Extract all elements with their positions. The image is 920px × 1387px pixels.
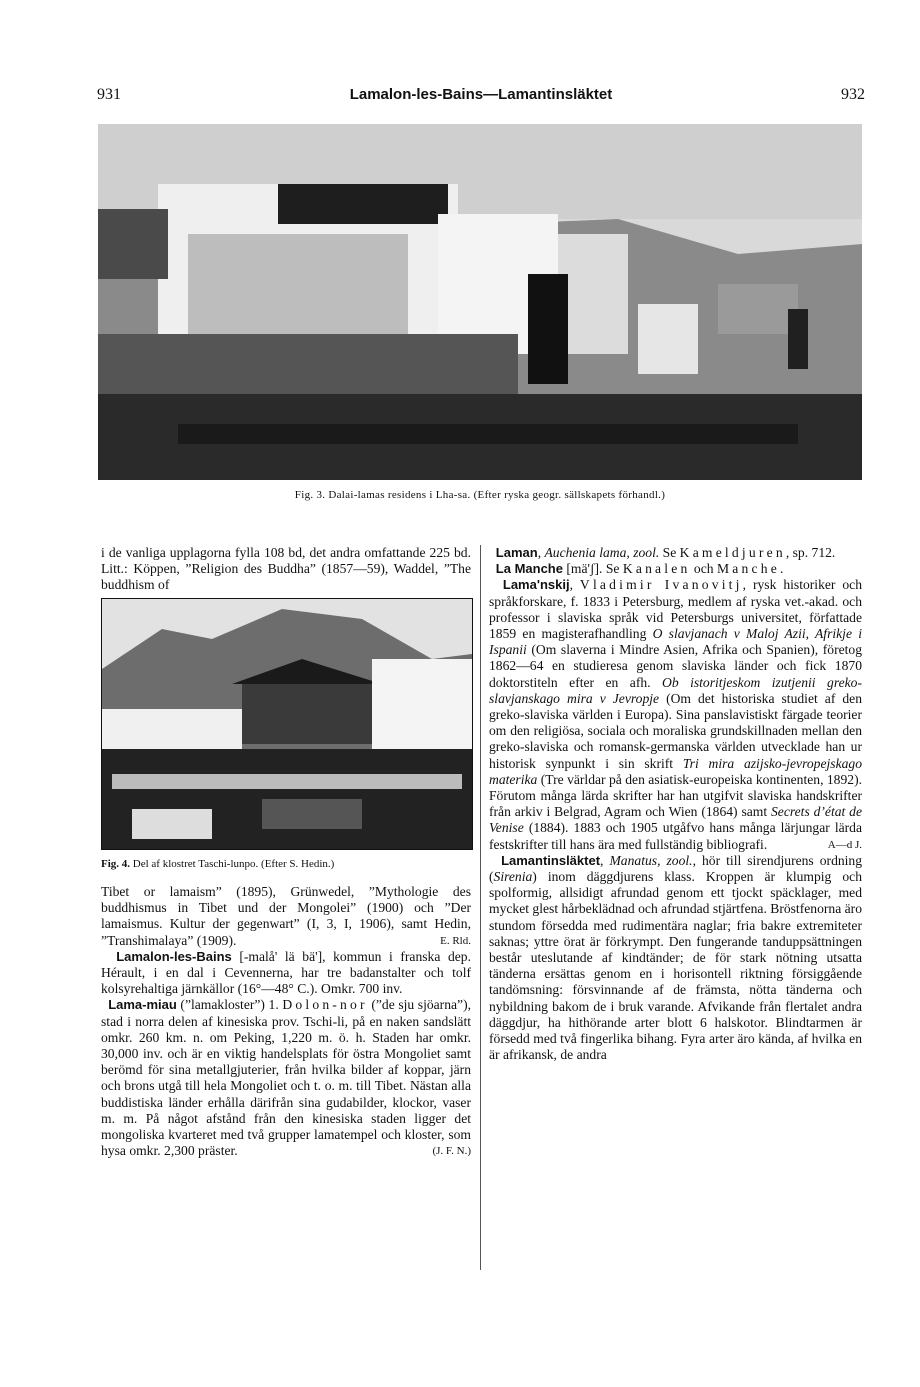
paragraph xyxy=(101,884,471,949)
headword: Lamantinsläktet xyxy=(501,852,601,868)
person-name: Vladimir Ivanovitj xyxy=(579,577,743,593)
entry-text: (1884). 1883 och 1905 utgåfvo hans många lärjungar lärda festskrifter till hans ära med fullständig bibliografi. xyxy=(489,820,862,852)
spaced-name: Dolon-nor xyxy=(282,997,368,1013)
latin-term: Auchenia lama, zool. xyxy=(544,545,660,560)
left-column-top-text xyxy=(101,545,471,594)
column-divider xyxy=(480,545,481,1270)
figure-4-label: Fig. 4. xyxy=(101,858,131,870)
figure-4-caption-text: Del af klostret Taschi-lunpo. (Efter S. Hedin.) xyxy=(132,858,335,870)
entry-laman: Laman, Auchenia lama, zool. Se Kameldjuren, sp. 712. xyxy=(495,545,836,560)
paragraph-text: Tibet or lamaism” (1895), Grünwedel, ”Mythologie des buddhismus in Tibet und der Mongolei” (1900) och ”Der lamaismus. Kultur der gegenwart” (I, 3, I, 1906), samt Hedin, ”Transhimalaya” (1909). xyxy=(101,884,471,948)
page-number-right: 932 xyxy=(841,86,865,103)
cross-reference: Manche xyxy=(716,561,780,577)
paragraph: i de vanliga upplagorna fylla 108 bd, det andra omfattande 225 bd. Litt.: Köppen, ”Religion des Buddha” (1857—59), Waddel, ”The buddhism of xyxy=(101,545,471,593)
left-column-bottom-text xyxy=(101,884,471,1159)
entry-la-manche xyxy=(489,561,862,577)
work-title: Secrets d’état de Venise xyxy=(489,804,862,836)
entry-text: [mä'ʃ]. Se xyxy=(562,561,623,577)
entry-text: Se xyxy=(659,545,680,560)
entry-text: ) inom däggdjurens klass. Kroppen är klumpig och spolformig, allsidigt afrundad genom ett tjockt späcklager, med mycket glest hårbeklädnad och afrundad stjärtfena. Bröstfenorna äro stundom försedda med rudimentära naglar; fria bakre extremiteter saknas; yttre örat är förkrympt. Den fungerande tanduppsättningen består uteslutande af kindtänder; de för stark nötning utsatta tänderna ersättas genom en i horisontell riktning försiggående tandömsning: försvinnande af de främsta, nötta tänderna och nybildning bakom de i bruk varande. Afvikande från flertalet andra däggdjur, ha hithörande arter blott 6 halskotor. Blindtarmen är försedd med två fingerlika bihang. Fyra arter äro kända, af hvilka en är afrikansk, de andra xyxy=(489,869,862,1063)
taschi-lunpo-monastery-illustration xyxy=(102,599,472,849)
running-header xyxy=(97,86,865,112)
figure-3-caption: Fig. 3. Dalai-lamas residens i Lha-sa. (Efter ryska geogr. sällskapets förhandl.) xyxy=(294,489,666,501)
latin-term: Sirenia xyxy=(493,869,533,885)
page-number-left: 931 xyxy=(97,86,121,103)
headword: Lama-miau xyxy=(108,997,177,1013)
running-title: Lamalon-les-Bains—Lamantinsläktet xyxy=(349,86,613,103)
latin-term: Manatus, zool. xyxy=(609,852,693,868)
entry-text: (”de sju sjöarna”), stad i norra delen af kinesiska prov. Tschi-li, på en naken sandslätt omkr. 260 km. n. om Peking, 1,220 m. ö. h. Staden har omkr. 30,000 inv. och är en viktig handelsplats för östra Mongoliet samt berömd för sina metallgjuterier, från hvilka bilder af koppar, järn och brons utgå till hela Mongoliet och t. o. m. till Tibet. Nästan alla buddistiska länder erhålla därifrån sina gudabilder, klockor, vaser m. m. På något afstånd från den kinesiska staden ligger det mongoliska kvarteret med två grupper lamatempel och kloster, som hysa omkr. 2,300 präster. xyxy=(101,997,471,1159)
entry-text: (”lamakloster”) 1. xyxy=(176,997,283,1013)
entry-text: (Tre världar på den asiatisk-europeiska kontinenten, 1892). Förutom många lärda skrifter har han utgifvit slaviska handskrifter från arkiv i Belgrad, Agram och Wien (1864) samt xyxy=(489,771,862,820)
headword: Lama'nskij xyxy=(502,577,570,593)
entry-text: . xyxy=(779,561,784,577)
entry-text: (Om det historiska studiet af den greko-slaviska världen i Europa). Sina panslavistiskt färgade teorier om den religiösa, sociala och moraliska grundskillnaden mellan den greko-slaviska och romansk-germanska världen utvecklade han ur historisk synpunkt i sin skrift xyxy=(489,690,862,771)
headword: Lamalon-les-Bains xyxy=(116,948,232,964)
work-title: O slavjanach v Maloj Azii, Afrikje i Ispanii xyxy=(489,626,862,658)
entry-lamalon-les-bains xyxy=(101,949,471,998)
entry-lamanskij: Lama'nskij, Vladimir Ivanovitj, rysk historiker och språkforskare, f. 1833 i Petersburg, medlem af ryska vet.-akad. och professor i slaviska språk vid Petersburgs universitet, författade 1859 en magisterafhandling O slavjanach v Maloj Azii, Afrikje i Ispanii (Om slaverna i Mindre Asien, Afrika och Spanien), företog 1862—64 en studieresa genom slaviska länder och fick 1870 doktorstiteln efter en afh. Ob istoritjeskom izutjenii greko-slavjanskago mira v Jevropje (Om det historiska studiet af den greko-slaviska världen i Europa). Sina panslavistiskt färgade teorier om den religiösa, sociala och moraliska grundskillnaden mellan den greko-slaviska och romansk-germanska världen utvecklade han ur historisk synpunkt i sin skrift Tri mira azijsko-jevropejskago materika (Tre världar på den asiatisk-europeiska kontinenten, 1892). Förutom många lärda skrifter har han utgifvit slaviska handskrifter från arkiv i Belgrad, Agram och Wien (1864) samt Secrets d’état de Venise (1884). 1883 och 1905 utgåfvo hans många lärjungar lärda festskrifter till hans ära med fullständig bibliografi. A—d J. xyxy=(489,577,862,852)
work-title: Ob istoritjeskom izutjenii greko-slavjanskago mira v Jevropje xyxy=(489,674,862,706)
figure-3-photo xyxy=(98,124,862,480)
author-signature: E. Rld. xyxy=(440,934,471,947)
entry-lama-miau xyxy=(101,997,471,1159)
entry-text: , sp. 712. xyxy=(785,545,836,560)
headword: Laman xyxy=(495,545,538,560)
entry-text: , hör till sirendjurens ordning ( xyxy=(489,852,863,885)
right-column-text xyxy=(489,545,862,1064)
author-signature: A—d J. xyxy=(827,838,862,851)
cross-reference: Kameldjuren xyxy=(679,545,786,560)
entry-text: och xyxy=(690,561,717,577)
figure-4-photo xyxy=(101,598,473,850)
entry-text: (Om slaverna i Mindre Asien, Afrika och Spanien), företog 1862—64 en studieresa genom slaviska länder och fick 1870 doktorstiteln efter en afh. xyxy=(489,642,862,690)
entry-text: [-malå' lä bä'], kommun i franska dep. Hérault, i en dal i Cevennerna, har tre badanstalter och tolf kolsyrehaltiga järnkällor (16°—48° C.). Omkr. 700 inv. xyxy=(101,948,471,997)
author-signature: (J. F. N.) xyxy=(432,1145,471,1158)
headword: La Manche xyxy=(495,561,563,577)
entry-lamantinslaktet: Lamantinsläktet, Manatus, zool., hör till sirendjurens ordning (Sirenia) inom däggdjurens klass. Kroppen är klumpig och spolformig, allsidigt afrundad genom ett tjockt späcklager, med mycket glest hårbeklädnad och afrundad stjärtfena. Bröstfenorna äro stundom försedda med rudimentära naglar; fria bakre extremiteter saknas; yttre örat är förkrympt. Den fungerande tanduppsättningen består uteslutande af kindtänder; de för stark nötning utsatta tänderna ersättas genom en i horisontell riktning försiggående tandömsning: försvinnande af de främsta, nötta tänderna och nybildning bakom de i bruk varande. Afvikande från flertalet andra däggdjur, ha hithörande arter blott 6 halskotor. Blindtarmen är försedd med två fingerlika bihang. Fyra arter äro kända, af hvilka en är afrikansk, de andra xyxy=(489,852,863,1063)
entry-text: , rysk historiker och språkforskare, f. 1833 i Petersburg, medlem af ryska vet.-akad. och professor i slaviska språk vid Petersburgs universitet, författade 1859 en magisterafhandling xyxy=(489,577,862,642)
cross-reference: Kanalen xyxy=(622,561,691,577)
potala-palace-illustration xyxy=(98,124,862,480)
figure-4-caption xyxy=(101,858,471,870)
work-title: Tri mira azijsko-jevropejskago materika xyxy=(489,755,862,787)
